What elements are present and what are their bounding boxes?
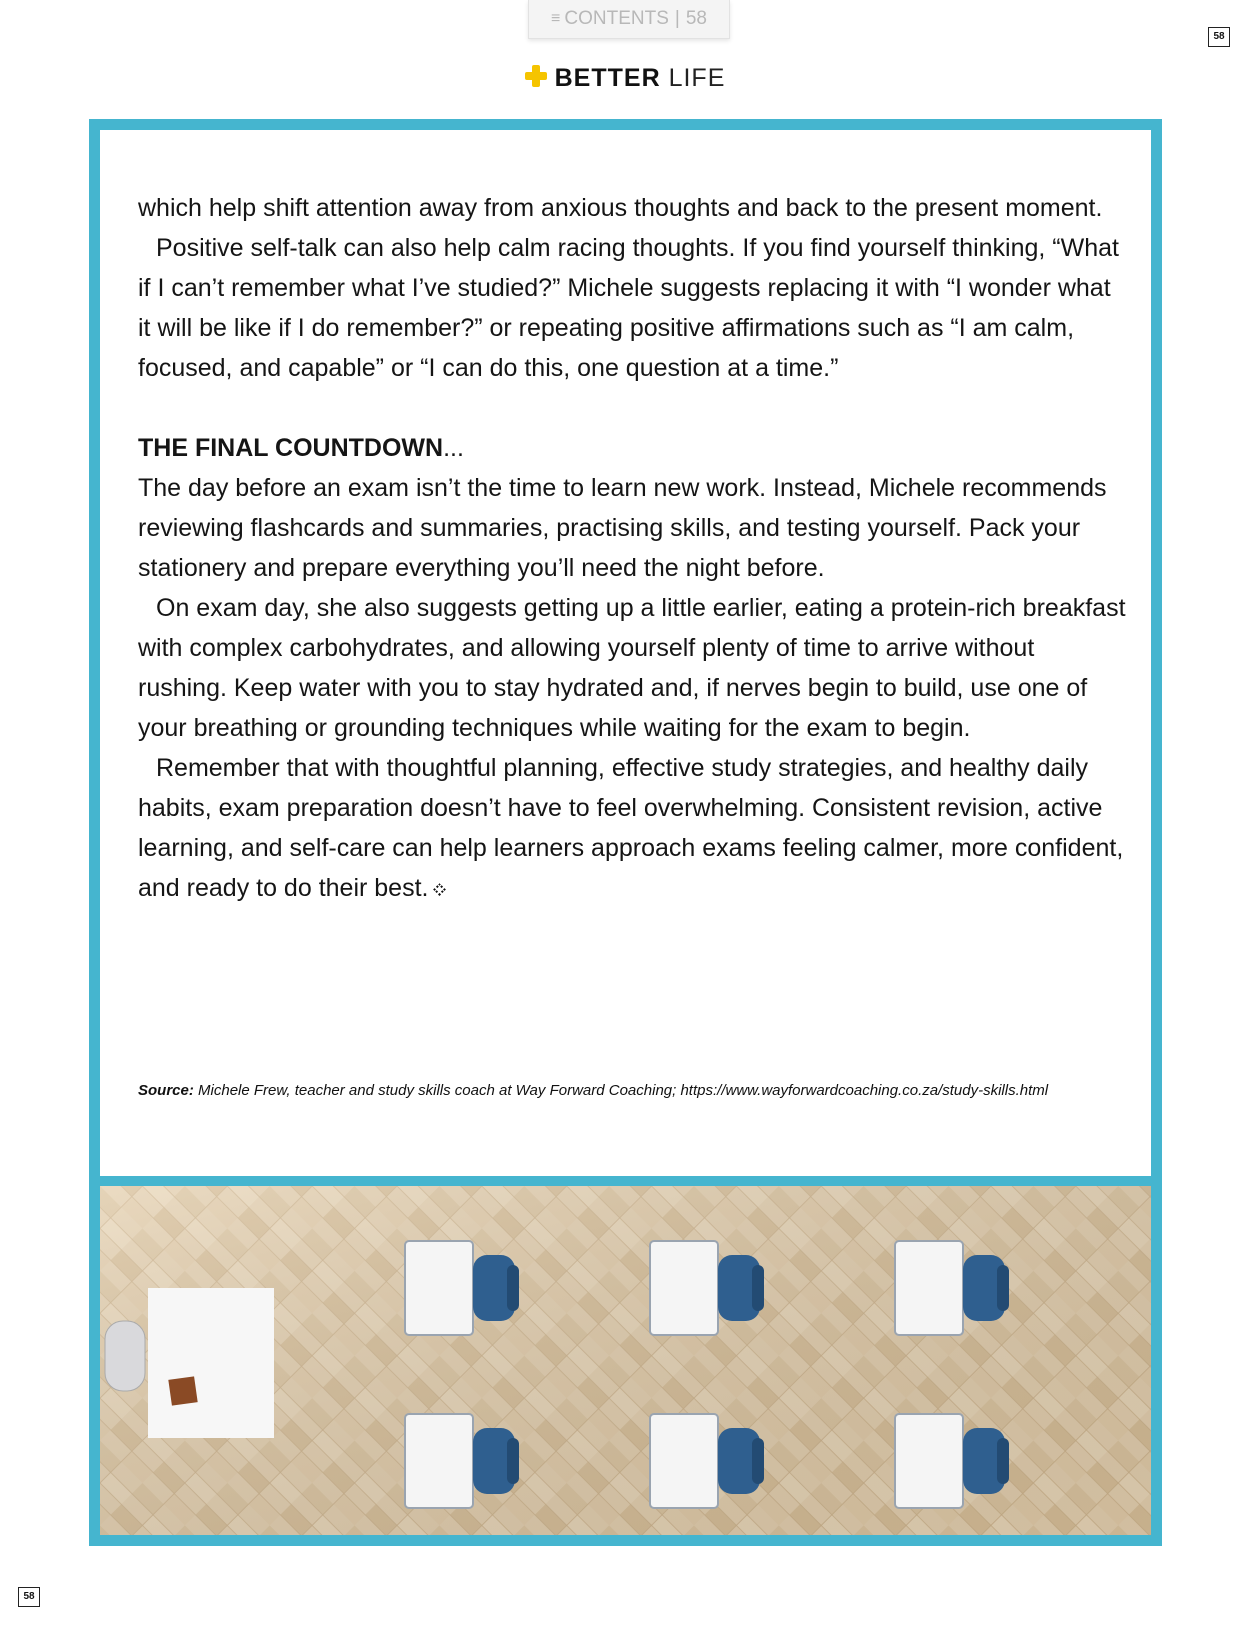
heading-ellipsis: ...: [443, 434, 464, 462]
source-text: Michele Frew, teacher and study skills coach at Way Forward Coaching; https://www.wayforwardcoaching.co.za/study-skills.html: [198, 1082, 1049, 1099]
contents-label: CONTENTS: [564, 8, 669, 29]
student-desk: [895, 1414, 1009, 1508]
contents-page-number: 58: [685, 8, 707, 29]
end-mark-icon: [434, 884, 446, 896]
section-heading: [138, 428, 1128, 468]
section-title-bold: BETTER: [554, 64, 661, 92]
section-title-light: LIFE: [668, 64, 726, 92]
separator: |: [674, 8, 680, 29]
frame-divider: [89, 1176, 1162, 1186]
contents-nav-button[interactable]: [528, 0, 730, 39]
student-desk: [405, 1414, 519, 1508]
paragraph-main-2: On exam day, she also suggests getting up a little earlier, eating a protein-rich breakfast with complex carbohydrates, and allowing yourself plenty of time to arrive without rushing. Keep water with you to stay hydrated and, if nerves begin to build, use one of your breathing or grounding techniques while waiting for the exam to begin.: [138, 594, 1126, 742]
page-badge-bottom: 58: [18, 1587, 40, 1607]
student-desk: [650, 1414, 764, 1508]
paragraph-main-3: [138, 748, 1128, 908]
student-desk: [405, 1241, 519, 1335]
paragraph-intro-2: Positive self-talk can also help calm racing thoughts. If you find yourself thinking, “What if I can’t remember what I’ve studied?” Michele suggests replacing it with “I wonder what it will be like if I do remember?” or repeating positive affirmations such as “I am calm, focused, and capable” or “I can do this, one question at a time.”: [138, 234, 1119, 382]
paragraph-main-3-text: Remember that with thoughtful planning, effective study strategies, and healthy daily habits, exam preparation doesn’t have to feel overwhelming. Consistent revision, active learning, and self-care can help learners approach exams feeling calmer, more confident, and ready to do their best.: [138, 754, 1124, 902]
paragraph-main-1: The day before an exam isn’t the time to learn new work. Instead, Michele recommends reviewing flashcards and summaries, practising skills, and testing yourself. Pack your stationery and prepare everything you’ll need the night before.: [138, 474, 1107, 582]
heading-text: THE FINAL COUNTDOWN: [138, 434, 444, 462]
article-body: [138, 188, 1128, 908]
classroom-photo: [100, 1186, 1151, 1535]
paragraph-intro-1: which help shift attention away from anxious thoughts and back to the present moment.: [138, 194, 1103, 222]
menu-icon: ≡: [551, 10, 561, 27]
source-note: [138, 1082, 1098, 1099]
source-label: Source:: [138, 1082, 194, 1099]
section-header: [0, 64, 1250, 93]
student-desk: [650, 1241, 764, 1335]
page-badge-top: 58: [1208, 27, 1230, 47]
student-desk: [895, 1241, 1009, 1335]
plus-icon: [525, 65, 547, 87]
